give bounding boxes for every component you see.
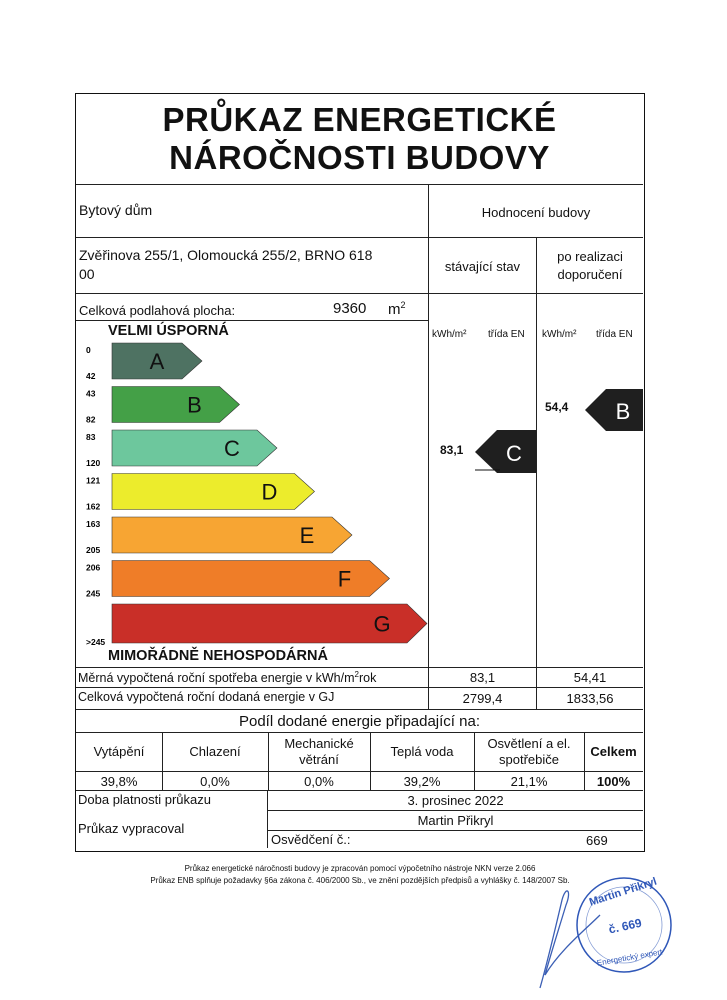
author-name: Martin Přikryl: [417, 813, 494, 828]
energy-class-range-from-f: 206: [86, 562, 101, 573]
floor-area-unit-exponent: 2: [400, 300, 406, 310]
total-energy-label: Celková vypočtená roční dodaná energie v GJ: [78, 690, 335, 704]
building-type: Bytový dům: [79, 202, 153, 218]
specific-consumption-label-exponent: 2: [354, 670, 359, 679]
stamp-name: Martin Přikryl: [587, 875, 659, 909]
specific-consumption-current: 83,1: [469, 670, 496, 685]
current-unit-header: kWh/m²: [432, 329, 467, 340]
floor-area-label: Celková podlahová plocha:: [79, 303, 236, 318]
address-line-2: 00: [79, 266, 95, 282]
specific-consumption-recommended: 54,41: [573, 670, 607, 685]
title-line-1: PRŮKAZ ENERGETICKÉ: [162, 101, 557, 138]
energy-class-range-to-d: 162: [86, 501, 101, 512]
energy-class-letter-e: E: [299, 523, 315, 548]
energy-class-letter-c: C: [224, 436, 240, 461]
energy-share-value-5: 100%: [596, 773, 631, 789]
footer-line-2: Průkaz ENB splňuje požadavky §6a zákona č. 406/2000 Sb., ve znění pozdějších předpisů a vyhlášky č. 148/2007 Sb.: [150, 875, 570, 885]
current-rating-class: C: [506, 441, 522, 466]
energy-class-letter-a: A: [149, 349, 165, 374]
floor-area-unit-base: m: [388, 301, 401, 318]
column-current-state: stávající stav: [444, 258, 521, 274]
energy-class-range-to-c: 120: [86, 458, 101, 468]
column-after-line-2: doporučení: [557, 267, 623, 282]
energy-share-header-line-1: Osvětlení a el.: [487, 736, 571, 751]
current-class-header: třída EN: [488, 329, 525, 340]
validity-label: Doba platnosti průkazu: [78, 792, 211, 807]
energy-class-letter-f: F: [337, 566, 352, 592]
energy-class-range-to-f: 245: [86, 588, 101, 599]
energy-class-letter-b: B: [187, 392, 202, 418]
energy-share-header-line-2: větrání: [299, 752, 339, 767]
energy-share-header-line-1: Teplá voda: [390, 744, 454, 759]
validity-value: 3. prosinec 2022: [407, 793, 504, 808]
energy-share-value-1: 0,0%: [200, 773, 230, 789]
energy-class-range-from-c: 83: [86, 432, 96, 442]
recommended-rating-value: 54,4: [545, 400, 569, 414]
total-energy-current: 2799,4: [462, 691, 503, 706]
energy-class-range-from-g: >245: [86, 637, 106, 647]
floor-area-value: 9360: [333, 300, 367, 317]
energy-class-range-to-e: 205: [86, 545, 101, 555]
energy-share-header-line-1: Celkem: [590, 744, 637, 759]
recommended-unit-header: kWh/m²: [542, 329, 577, 340]
energy-class-range-to-a: 42: [86, 371, 96, 381]
total-energy-recommended: 1833,56: [566, 691, 614, 706]
energy-share-header-line-1: Vytápění: [93, 744, 145, 759]
stamp-number: č. 669: [607, 915, 643, 937]
certificate-label: Osvědčení č.:: [271, 832, 351, 847]
energy-share-value-3: 39,2%: [403, 773, 441, 789]
address-line-1: Zvěřinova 255/1, Olomoucká 255/2, BRNO 618: [79, 247, 373, 263]
energy-class-range-to-b: 82: [86, 414, 96, 425]
specific-consumption-label-tail: rok: [358, 671, 377, 686]
energy-class-range-from-d: 121: [86, 475, 101, 486]
scale-bottom-label: MIMOŘÁDNĚ NEHOSPODÁRNÁ: [108, 648, 328, 664]
energy-share-title: Podíl dodané energie připadající na:: [238, 712, 480, 730]
scale-top-label: VELMI ÚSPORNÁ: [108, 323, 229, 339]
column-after-line-1: po realizaci: [557, 249, 623, 264]
energy-class-range-from-a: 0: [86, 345, 91, 355]
energy-class-letter-g: G: [373, 611, 391, 637]
title-line-2: NÁROČNOSTI BUDOVY: [169, 139, 550, 176]
footer-line-1: Průkaz energetické náročnosti budovy je zpracován pomocí výpočetního nástroje NKN verze 2.066: [184, 863, 536, 873]
energy-share-value-0: 39,8%: [100, 773, 138, 789]
energy-class-range-from-b: 43: [86, 388, 96, 399]
energy-class-letter-d: D: [261, 479, 278, 505]
author-label: Průkaz vypracoval: [78, 821, 185, 836]
recommended-rating-class: B: [615, 399, 631, 424]
rating-header: Hodnocení budovy: [481, 204, 591, 220]
energy-share-value-2: 0,0%: [304, 773, 334, 789]
energy-share-header-line-2: spotřebiče: [499, 752, 559, 767]
energy-class-range-from-e: 163: [86, 519, 101, 529]
certificate-number: 669: [586, 833, 608, 848]
energy-share-value-4: 21,1%: [510, 773, 548, 789]
current-rating-value: 83,1: [440, 443, 464, 457]
stamp-title: Energetický expert: [596, 947, 663, 968]
energy-share-header-line-1: Mechanické: [284, 736, 354, 751]
specific-consumption-label-text: Měrná vypočtená roční spotřeba energie v kWh/m: [78, 671, 355, 686]
recommended-class-header: třída EN: [596, 329, 633, 340]
energy-share-header-line-1: Chlazení: [189, 744, 241, 759]
